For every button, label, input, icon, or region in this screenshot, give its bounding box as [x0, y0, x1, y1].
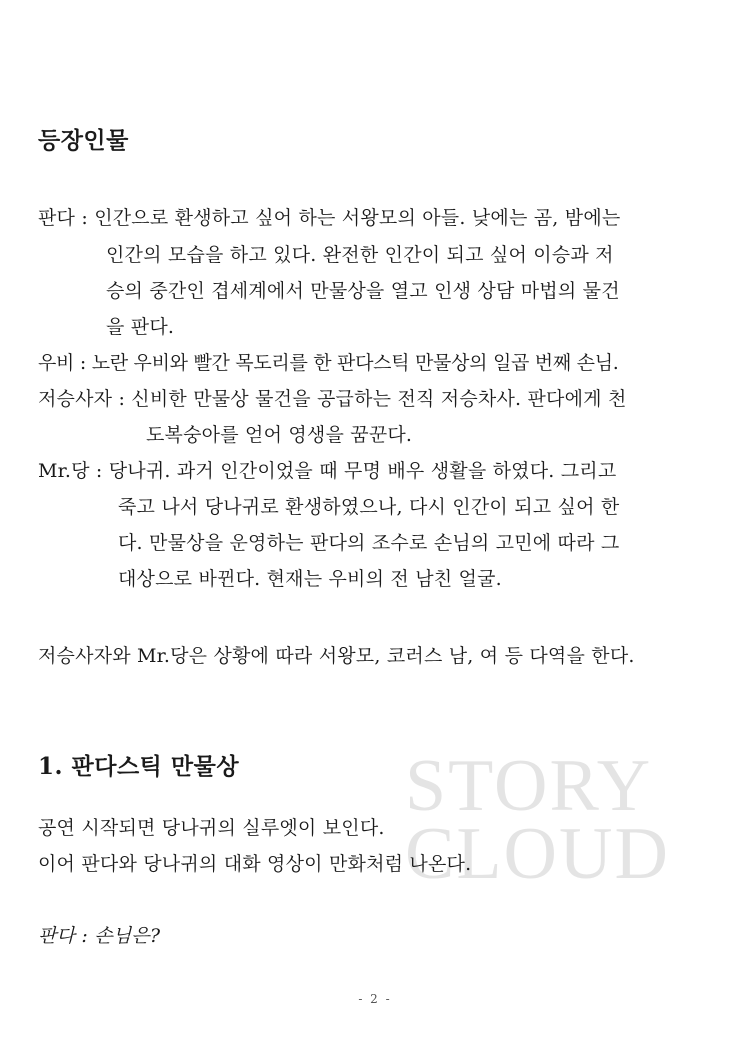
character-reaper-line-2: 도복숭아를 얻어 영생을 꿈꾼다. [146, 424, 413, 446]
scene-heading: 1. 판다스틱 만물상 [38, 753, 240, 780]
character-panda-line-4: 을 판다. [106, 316, 175, 338]
character-mrdang-line-1: Mr.당 : 당나귀. 과거 인간이었을 때 무명 배우 생활을 하였다. 그리고 [38, 460, 617, 482]
watermark-line-1: STORY [405, 745, 653, 827]
character-panda-line-1: 판다 : 인간으로 환생하고 싶어 하는 서왕모의 아들. 낮에는 곰, 밤에는 [38, 207, 621, 229]
stage-direction-2: 이어 판다와 당나귀의 대화 영상이 만화처럼 나온다. [38, 853, 472, 875]
character-reaper-line-1: 저승사자 : 신비한 만물상 물건을 공급하는 전직 저승차사. 판다에게 천 [38, 388, 627, 410]
character-panda-line-2: 인간의 모습을 하고 있다. 완전한 인간이 되고 싶어 이승과 저 [106, 244, 614, 266]
character-mrdang-line-4: 대상으로 바뀐다. 현재는 우비의 전 남친 얼굴. [118, 568, 502, 590]
character-panda-line-3: 승의 중간인 겹세계에서 만물상을 열고 인생 상담 마법의 물건 [106, 280, 620, 302]
characters-heading: 등장인물 [38, 127, 129, 154]
character-mrdang-line-2: 죽고 나서 당나귀로 환생하였으나, 다시 인간이 되고 싶어 한 [118, 496, 620, 518]
character-mrdang-line-3: 다. 만물상을 운영하는 판다의 조수로 손님의 고민에 따라 그 [118, 532, 620, 554]
watermark-line-2: CLOUD [405, 813, 670, 895]
stage-direction-1: 공연 시작되면 당나귀의 실루엣이 보인다. [38, 817, 385, 839]
page-number: - 2 - [358, 992, 392, 1006]
character-ubi-line-1: 우비 : 노란 우비와 빨간 목도리를 한 판다스틱 만물상의 일곱 번째 손님. [38, 352, 619, 374]
casting-note: 저승사자와 Mr.당은 상황에 따라 서왕모, 코러스 남, 여 등 다역을 한다. [38, 645, 635, 667]
dialogue-line: 판다 : 손님은? [38, 925, 161, 947]
